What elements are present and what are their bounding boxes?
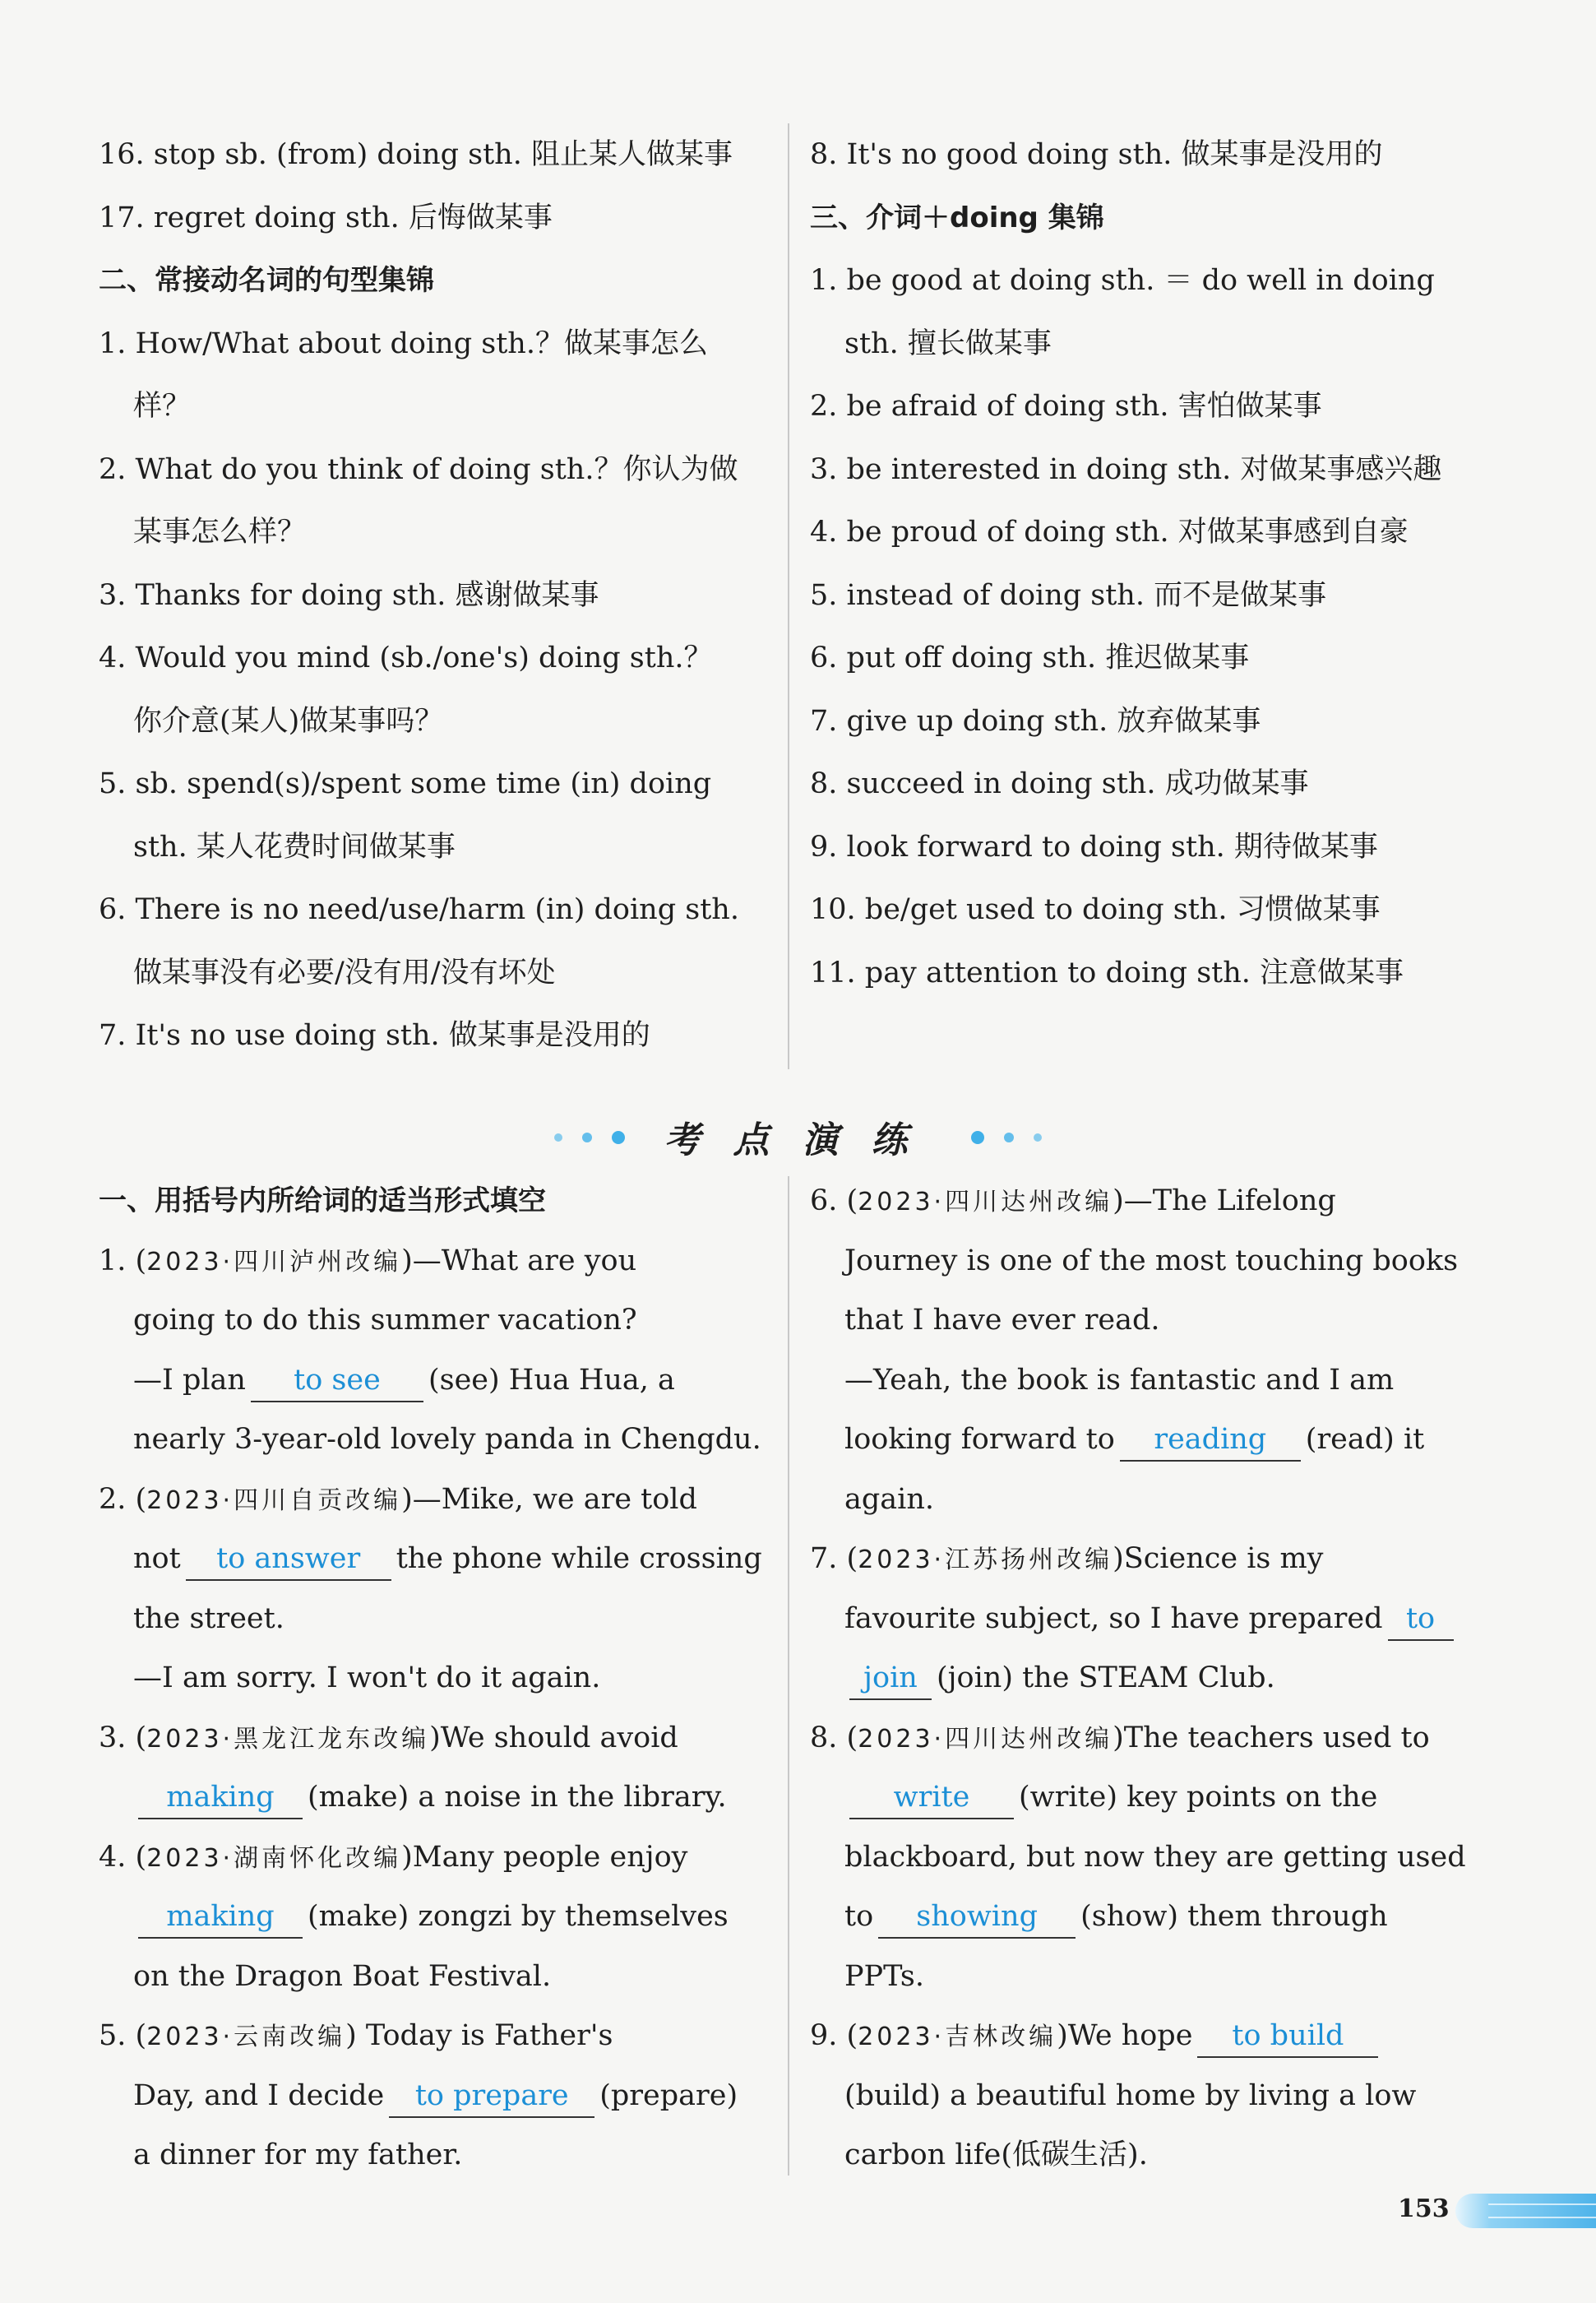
grammar-notes-left-column [99,123,756,1068]
question-source: 2023·江苏扬州改编 [858,1545,1113,1574]
answer-blank[interactable]: join [849,1657,932,1700]
section-title: 考点演练 [664,1119,941,1161]
question-text: again. [844,1482,934,1516]
exercise-line [99,1648,756,1708]
note-line: 某事怎么样？ [133,516,307,549]
question-text: )—The Lifelong [1113,1184,1336,1217]
question-text: 9. ( [810,2019,858,2052]
answer-blank[interactable]: showing [878,1896,1076,1939]
question-text: favourite subject, so I have prepared [844,1601,1383,1635]
question-text: Day, and I decide [133,2078,385,2112]
decor-dots-right [961,1129,1052,1145]
exercise-line [99,2125,756,2185]
note-line: 16. stop sb. (from) doing sth. 阻止某人做某事 [99,138,733,171]
question-text: 6. ( [810,1184,858,1217]
question-text: (write) key points on the [1019,1781,1378,1814]
question-source: 2023·四川达州改编 [858,1188,1113,1216]
exercise-line [810,1648,1476,1708]
page-number: 153 [1398,2194,1450,2223]
note-line: sth. 擅长做某事 [844,327,1052,360]
exercise-line [99,1947,756,2007]
note-line: 6. There is no need/use/harm (in) doing sth. [99,893,739,926]
note-line: 2. What do you think of doing sth.？你认为做 [99,452,738,486]
exercise-line [99,2066,756,2126]
exercise-line [810,1291,1476,1351]
answer-blank[interactable]: making [138,1777,303,1819]
exercise-line [99,1291,756,1351]
exercise-line [99,2006,756,2066]
note-line: 17. regret doing sth. 后悔做某事 [99,201,553,234]
exercise-line [810,1231,1476,1291]
question-text: )—What are you [401,1244,637,1277]
question-text: (make) a noise in the library. [308,1781,727,1814]
question-text: )—Mike, we are told [401,1482,697,1516]
question-source: 2023·吉林改编 [858,2023,1057,2051]
question-text: Journey is one of the most touching books [844,1244,1459,1277]
question-text: PPTs. [844,1959,924,1993]
page-corner-tab [1455,2194,1596,2228]
question-source: 2023·四川泸州改编 [146,1247,402,1277]
answer-blank[interactable]: to see [251,1360,423,1402]
question-text: (join) the STEAM Club. [937,1661,1275,1694]
question-text: (make) zongzi by themselves [308,1900,729,1933]
question-text: )Science is my [1113,1542,1324,1575]
note-line: 1. be good at doing sth. ＝ do well in doing [810,264,1435,297]
exercise-line [810,1171,1476,1231]
question-text: looking forward to [844,1423,1115,1456]
note-line: 5. instead of doing sth. 而不是做某事 [810,578,1327,612]
question-text: 一、用括号内所给词的适当形式填空 [99,1184,546,1217]
exercise-line [810,2006,1476,2066]
exercise-heading [99,1171,756,1231]
question-text: )The teachers used to [1113,1721,1430,1754]
section-heading: 三、介词＋doing 集锦 [810,201,1104,234]
exercise-line [810,1947,1476,2007]
question-text: the street. [133,1601,285,1635]
exercise-line [99,1589,756,1649]
exercise-line [810,1410,1476,1470]
question-source: 2023·四川自贡改编 [146,1485,402,1515]
answer-blank[interactable]: to prepare [389,2075,594,2118]
question-text: to [844,1900,874,1933]
question-text: blackboard, but now they are getting used [844,1840,1466,1874]
question-text: the phone while crossing [396,1542,762,1575]
question-text: (prepare) [599,2078,738,2112]
section-title-bar [0,1110,1596,1168]
note-line: 1. How/What about doing sth.？做某事怎么 [99,327,708,360]
column-divider-top [788,123,789,1069]
question-text: 3. ( [99,1721,147,1754]
answer-blank[interactable]: to build [1197,2015,1378,2058]
question-text: —I plan [133,1363,246,1397]
question-text: 2. ( [99,1482,147,1516]
column-divider-bottom [788,1176,789,2176]
question-text: on the Dragon Boat Festival. [133,1959,552,1993]
question-text: ) Today is Father's [345,2019,613,2052]
exercise-line [810,1529,1476,1589]
question-source: 2023·黑龙江龙东改编 [146,1724,430,1754]
answer-blank[interactable]: to [1388,1598,1454,1641]
question-text: (build) a beautiful home by living a low [844,2078,1417,2112]
answer-blank[interactable]: write [849,1777,1014,1819]
exercise-line [810,2125,1476,2185]
question-text: 1. ( [99,1244,147,1277]
question-text: —I am sorry. I won't do it again. [133,1661,601,1694]
answer-blank[interactable]: reading [1120,1419,1301,1462]
question-text: that I have ever read. [844,1304,1160,1337]
note-line: 6. put off doing sth. 推迟做某事 [810,642,1250,674]
note-line: 8. It's no good doing sth. 做某事是没用的 [810,138,1383,171]
note-line: 3. Thanks for doing sth. 感谢做某事 [99,578,599,612]
note-line: sth. 某人花费时间做某事 [133,830,456,864]
section-heading: 二、常接动名词的句型集锦 [99,264,434,297]
grammar-notes-right-column [810,123,1476,1004]
exercise-line [99,1410,761,1470]
note-line: 4. Would you mind (sb./one's) doing sth.？ [99,642,713,674]
note-line: 10. be/get used to doing sth. 习惯做某事 [810,893,1381,926]
exercise-line [810,1887,1476,1947]
question-text: a dinner for my father. [133,2138,463,2171]
exercise-left-column [99,1171,762,2185]
note-line: 9. look forward to doing sth. 期待做某事 [810,830,1378,864]
note-line: 5. sb. spend(s)/spent some time (in) doing [99,767,712,800]
note-line: 8. succeed in doing sth. 成功做某事 [810,767,1309,800]
question-text: (see) Hua Hua, a [428,1363,675,1397]
exercise-line [99,1231,756,1291]
note-line: 7. It's no use doing sth. 做某事是没用的 [99,1019,650,1052]
question-text: —Yeah, the book is fantastic and I am [844,1363,1395,1397]
question-text: (read) it [1305,1423,1425,1456]
note-line: 2. be afraid of doing sth. 害怕做某事 [810,390,1322,423]
exercise-line [810,1470,1476,1530]
question-text: )We hope [1057,2019,1193,2052]
exercise-line [99,1529,762,1589]
exercise-line [810,1708,1476,1768]
question-text: (show) them through [1080,1900,1388,1933]
note-line: 11. pay attention to doing sth. 注意做某事 [810,956,1404,989]
exercise-line [810,2066,1476,2126]
exercise-line [810,1589,1476,1649]
note-line: 样？ [133,390,192,423]
exercise-line [810,1768,1476,1828]
question-text: )Many people enjoy [401,1840,688,1874]
question-text: nearly 3-year-old lovely panda in Chengdu. [133,1423,761,1456]
question-text: not [133,1542,181,1575]
note-line: 7. give up doing sth. 放弃做某事 [810,704,1261,738]
answer-blank[interactable]: making [138,1896,303,1939]
exercise-line [99,1828,756,1888]
exercise-line [810,1351,1476,1411]
question-text: 7. ( [810,1542,858,1575]
question-source: 2023·云南改编 [146,2023,346,2051]
answer-blank[interactable]: to answer [186,1538,391,1581]
note-line: 做某事没有必要/没有用/没有坏处 [133,956,556,989]
note-line: 你介意(某人)做某事吗？ [133,704,444,738]
question-text: 8. ( [810,1721,858,1754]
question-source: 2023·四川达州改编 [858,1724,1113,1754]
question-source: 2023·湖南怀化改编 [146,1843,402,1873]
exercise-right-column [810,1171,1476,2185]
exercise-line [99,1351,756,1411]
exercise-line [99,1708,756,1768]
note-line: 4. be proud of doing sth. 对做某事感到自豪 [810,516,1409,549]
question-text: carbon life(低碳生活). [844,2138,1148,2171]
question-text: going to do this summer vacation? [133,1304,637,1337]
decor-dots-left [544,1129,635,1145]
question-text: 4. ( [99,1840,147,1874]
question-text: 5. ( [99,2019,147,2052]
exercise-line [810,1828,1476,1888]
exercise-line [99,1470,756,1530]
exercise-line [99,1768,756,1828]
exercise-line [99,1887,756,1947]
note-line: 3. be interested in doing sth. 对做某事感兴趣 [810,452,1442,486]
question-text: )We should avoid [429,1721,678,1754]
